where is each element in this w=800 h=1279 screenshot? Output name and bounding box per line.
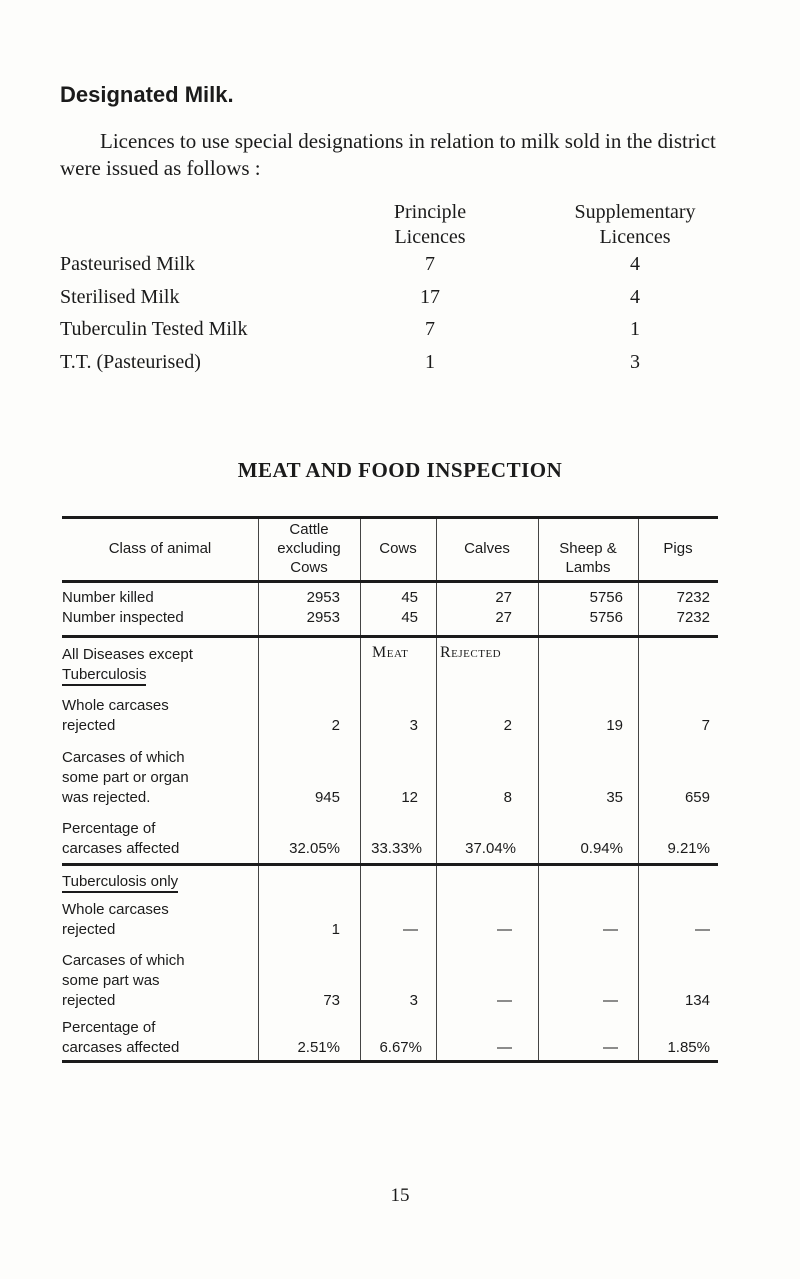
- cell-cattle: 1: [331, 921, 340, 938]
- row-label: rejected: [62, 921, 116, 938]
- cell-cows: 3: [409, 992, 418, 1009]
- table-row: [62, 839, 718, 859]
- tuberculosis-section: [62, 863, 718, 1063]
- row-label: rejected: [62, 992, 116, 1009]
- header-pigs: Pigs: [663, 540, 693, 557]
- cell-sheep: 19: [606, 717, 623, 734]
- header-cattle: [258, 520, 360, 577]
- cell-calves: —: [497, 1039, 512, 1056]
- cell-cows: —: [403, 921, 418, 938]
- section-title-tuberculosis: [62, 665, 146, 685]
- principle-licences-header: [350, 200, 510, 250]
- licence-row-label: Pasteurised Milk: [60, 253, 195, 275]
- licence-row-supplementary: 1: [630, 318, 640, 340]
- cell-pigs: —: [695, 921, 710, 938]
- cell-cattle: 2953: [306, 589, 340, 606]
- column-divider: [258, 638, 259, 863]
- row-label: carcases affected: [62, 1039, 180, 1056]
- licence-row-principle: 7: [425, 318, 435, 340]
- table-row: [62, 991, 718, 1011]
- row-label: Percentage of: [62, 820, 156, 837]
- column-divider: [360, 866, 361, 1060]
- row-label: carcases affected: [62, 840, 180, 857]
- row-label: Carcases of which: [62, 952, 185, 969]
- cell-pigs: 7: [701, 717, 710, 734]
- page-number: 15: [390, 1185, 410, 1206]
- supplementary-header-line2: Licences: [599, 226, 671, 248]
- table-row: [62, 1038, 718, 1058]
- cell-calves: 27: [495, 609, 512, 626]
- table-row: [62, 716, 718, 736]
- row-label: Whole carcases: [62, 901, 169, 918]
- cell-cattle: 2.51%: [297, 1039, 340, 1056]
- principle-header-line1: Principle: [393, 201, 467, 223]
- cell-cattle: 2: [331, 717, 340, 734]
- column-divider: [360, 638, 361, 863]
- header-cows: Cows: [379, 540, 417, 557]
- counts-section: [62, 580, 718, 635]
- table-row: [62, 920, 718, 940]
- cell-sheep: —: [603, 921, 618, 938]
- all-diseases-section: [62, 635, 718, 863]
- row-label: some part or organ: [62, 769, 189, 786]
- cell-pigs: 1.85%: [667, 1039, 710, 1056]
- cell-sheep: 5756: [589, 589, 623, 606]
- header-cattle-line3: Cows: [290, 559, 328, 576]
- row-label: Number killed: [62, 589, 154, 606]
- cell-sheep: —: [603, 1039, 618, 1056]
- licence-row-principle: 1: [425, 351, 435, 373]
- licence-row-supplementary: 3: [630, 351, 640, 373]
- cell-cows: 12: [401, 789, 418, 806]
- licence-row-supplementary: 4: [630, 286, 640, 308]
- header-sheep-line2: Lambs: [565, 559, 611, 576]
- cell-cows: 45: [401, 609, 418, 626]
- cell-sheep: —: [603, 992, 618, 1009]
- cell-calves: —: [497, 992, 512, 1009]
- row-label: Number inspected: [62, 609, 184, 626]
- cell-cattle: 2953: [306, 609, 340, 626]
- cell-cows: 33.33%: [371, 840, 422, 857]
- cell-calves: 27: [495, 589, 512, 606]
- row-label: Percentage of: [62, 1019, 156, 1036]
- table-row: [62, 788, 718, 808]
- intro-paragraph: Licences to use special designations in relation to milk sold in the district were issued as follows :: [60, 129, 716, 180]
- cell-cattle: 32.05%: [289, 840, 340, 857]
- column-divider: [436, 638, 437, 863]
- cell-pigs: 9.21%: [667, 840, 710, 857]
- cell-cows: 45: [401, 589, 418, 606]
- cell-pigs: 134: [684, 992, 710, 1009]
- row-label: was rejected.: [62, 789, 151, 806]
- column-divider: [538, 638, 539, 863]
- header-cattle-line2: excluding: [277, 540, 341, 557]
- cell-calves: 2: [503, 717, 512, 734]
- section-title: All Diseases except: [62, 646, 193, 663]
- licence-row-label: Tuberculin Tested Milk: [60, 318, 248, 340]
- section-title-underlined: Tuberculosis: [62, 666, 146, 686]
- header-cattle-line1: Cattle: [289, 521, 329, 538]
- supplementary-header-line1: Supplementary: [574, 201, 696, 223]
- cell-cows: 6.67%: [379, 1039, 422, 1056]
- licence-row-label: T.T. (Pasteurised): [60, 351, 201, 373]
- header-sheep-line1: Sheep &: [559, 540, 617, 557]
- cell-pigs: 7232: [676, 589, 710, 606]
- column-divider: [258, 866, 259, 1060]
- meat-inspection-table: [62, 516, 718, 1063]
- table-row: [62, 588, 718, 608]
- column-divider: [638, 866, 639, 1060]
- row-label: Whole carcases: [62, 697, 169, 714]
- column-divider: [638, 638, 639, 863]
- row-label: rejected: [62, 717, 116, 734]
- licence-row-label: Sterilised Milk: [60, 286, 180, 308]
- row-label: some part was: [62, 972, 160, 989]
- licence-row-principle: 7: [425, 253, 435, 275]
- licence-row-supplementary: 4: [630, 253, 640, 275]
- cell-calves: 37.04%: [465, 840, 516, 857]
- header-calves: Calves: [464, 540, 510, 557]
- table-header-section: [62, 516, 718, 580]
- cell-cattle: 73: [323, 992, 340, 1009]
- section-heading: Designated Milk.: [60, 82, 234, 107]
- header-class-of-animal: Class of animal: [108, 540, 212, 557]
- cell-pigs: 7232: [676, 609, 710, 626]
- table-row: [62, 608, 718, 628]
- cell-cows: 3: [409, 717, 418, 734]
- section-title: [62, 872, 178, 892]
- licence-row-principle: 17: [420, 286, 440, 308]
- cell-sheep: 0.94%: [580, 840, 623, 857]
- cell-calves: 8: [503, 789, 512, 806]
- cell-sheep: 35: [606, 789, 623, 806]
- cell-cattle: 945: [314, 789, 340, 806]
- cell-sheep: 5756: [589, 609, 623, 626]
- column-divider: [436, 866, 437, 1060]
- rejected-label: Rejected: [440, 644, 502, 661]
- header-sheep-lambs: [538, 539, 638, 577]
- row-label: Carcases of which: [62, 749, 185, 766]
- meat-label: Meat: [372, 644, 409, 661]
- column-divider: [538, 866, 539, 1060]
- meat-inspection-title: MEAT AND FOOD INSPECTION: [237, 458, 563, 482]
- section-title-underlined: Tuberculosis only: [62, 873, 178, 893]
- cell-pigs: 659: [684, 789, 710, 806]
- principle-header-line2: Licences: [394, 226, 466, 248]
- supplementary-licences-header: [540, 200, 730, 250]
- cell-calves: —: [497, 921, 512, 938]
